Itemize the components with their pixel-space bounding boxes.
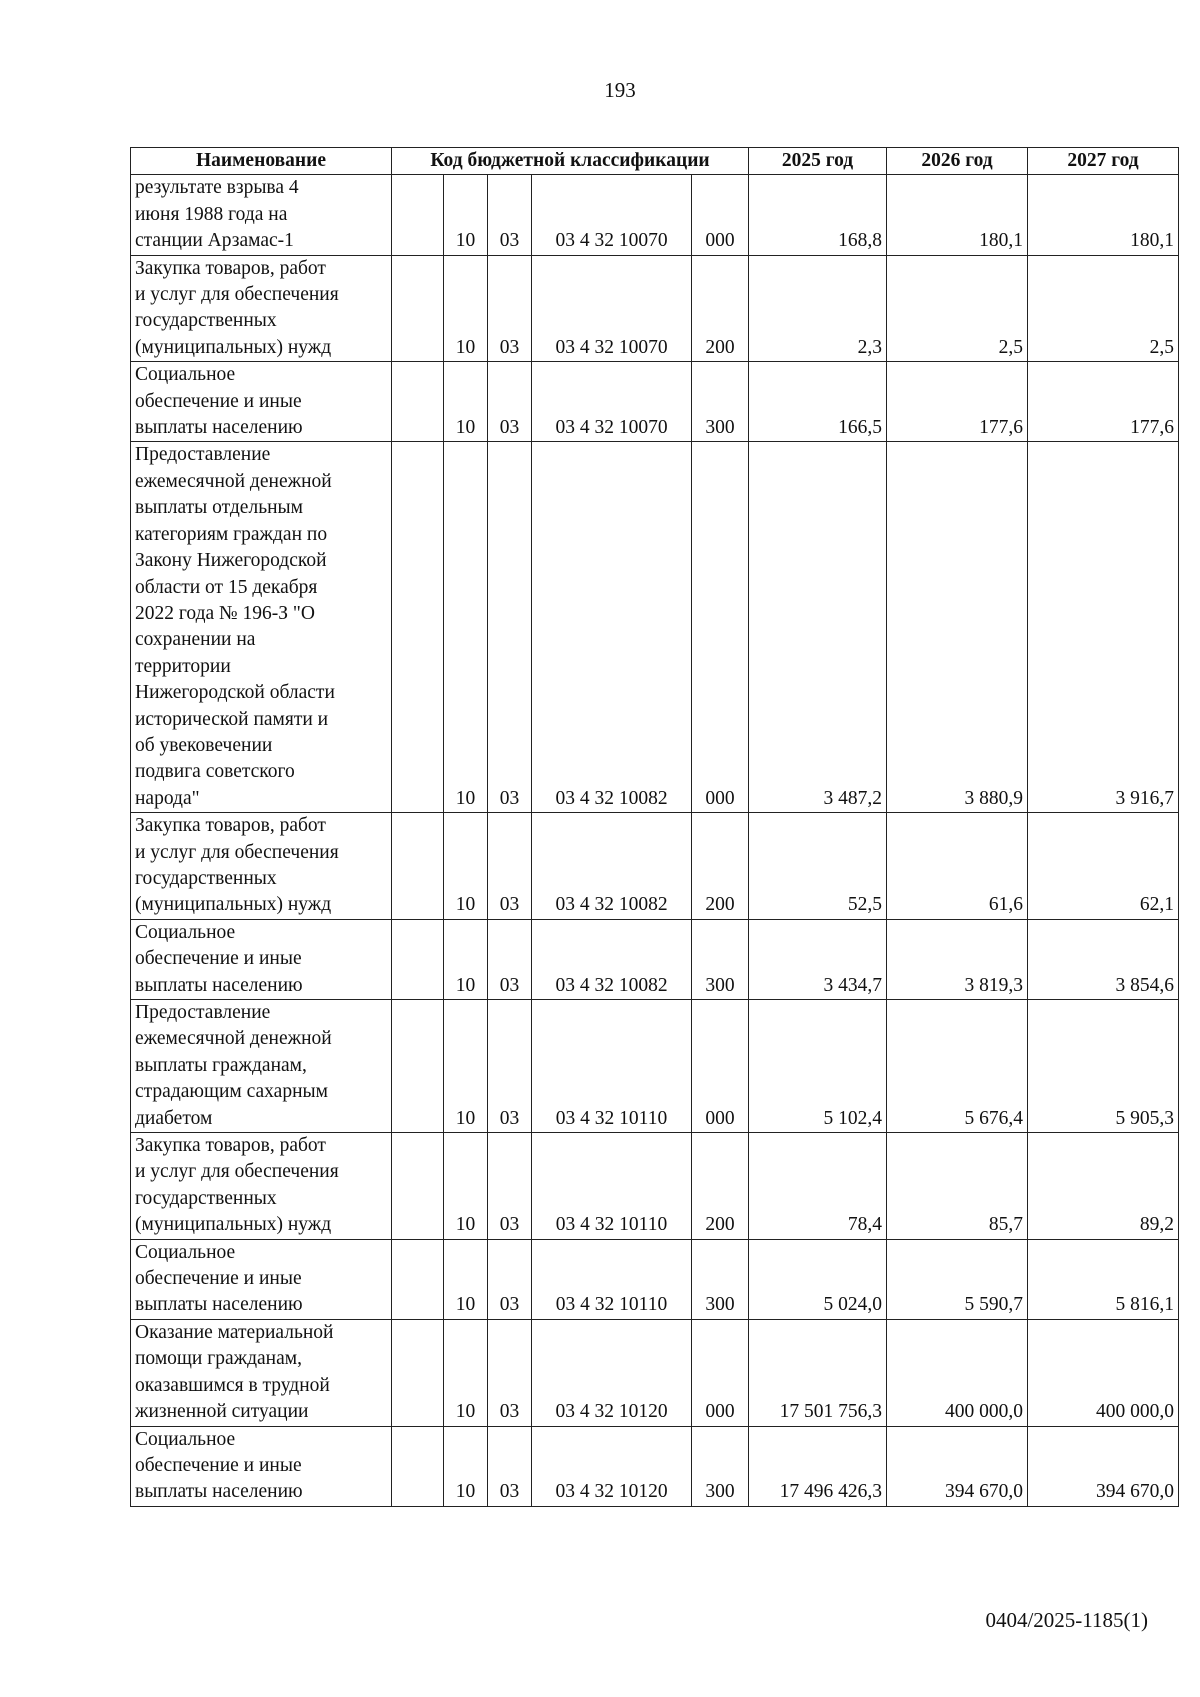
cell-expense-type: 300 [692, 1426, 749, 1506]
cell-subsection: 03 [488, 255, 532, 362]
cell-2027: 3 854,6 [1028, 919, 1179, 999]
cell-2027: 3 916,7 [1028, 442, 1179, 813]
cell-name: Закупка товаров, работ и услуг для обеспечения государственных (муниципальных) нужд [131, 813, 392, 920]
cell-2027: 394 670,0 [1028, 1426, 1179, 1506]
table-row [131, 1133, 1179, 1240]
cell-expense-type: 200 [692, 813, 749, 920]
cell-2026: 400 000,0 [887, 1319, 1028, 1426]
cell-name: Предоставление ежемесячной денежной выплаты гражданам, страдающим сахарным диабетом [131, 1000, 392, 1133]
cell-expense-type: 200 [692, 1133, 749, 1240]
cell-expense-type: 000 [692, 175, 749, 255]
cell-blank [392, 442, 444, 813]
cell-target-article: 03 4 32 10120 [532, 1319, 692, 1426]
cell-target-article: 03 4 32 10082 [532, 919, 692, 999]
table-row [131, 362, 1179, 442]
cell-name: Социальное обеспечение и иные выплаты населению [131, 919, 392, 999]
cell-name: Социальное обеспечение и иные выплаты населению [131, 1426, 392, 1506]
header-2025: 2025 год [749, 148, 887, 175]
cell-2025: 2,3 [749, 255, 887, 362]
document-code: 0404/2025-1185(1) [985, 1608, 1148, 1632]
cell-blank [392, 813, 444, 920]
cell-section: 10 [444, 442, 488, 813]
cell-blank [392, 175, 444, 255]
cell-2027: 177,6 [1028, 362, 1179, 442]
cell-target-article: 03 4 32 10082 [532, 442, 692, 813]
cell-blank [392, 1133, 444, 1240]
cell-blank [392, 362, 444, 442]
cell-2025: 5 024,0 [749, 1239, 887, 1319]
cell-expense-type: 200 [692, 255, 749, 362]
cell-name: Предоставление ежемесячной денежной выплаты отдельным категориям граждан по Закону Нижегородской области от 15 декабря 2022 года № 196-З "О сохранении на территории Нижегородской области исторической памяти и об увековечении подвига советского народа" [131, 442, 392, 813]
cell-section: 10 [444, 919, 488, 999]
cell-2027: 62,1 [1028, 813, 1179, 920]
cell-blank [392, 1319, 444, 1426]
cell-2026: 177,6 [887, 362, 1028, 442]
cell-section: 10 [444, 175, 488, 255]
cell-name: результате взрыва 4 июня 1988 года на станции Арзамас-1 [131, 175, 392, 255]
cell-subsection: 03 [488, 919, 532, 999]
table-header-row [131, 148, 1179, 175]
cell-2026: 61,6 [887, 813, 1028, 920]
budget-table [130, 147, 1179, 1507]
cell-blank [392, 1426, 444, 1506]
cell-2027: 2,5 [1028, 255, 1179, 362]
cell-blank [392, 255, 444, 362]
cell-target-article: 03 4 32 10110 [532, 1133, 692, 1240]
table-row [131, 442, 1179, 813]
cell-subsection: 03 [488, 1319, 532, 1426]
cell-subsection: 03 [488, 442, 532, 813]
cell-expense-type: 000 [692, 1319, 749, 1426]
table-row [131, 919, 1179, 999]
cell-section: 10 [444, 1319, 488, 1426]
cell-subsection: 03 [488, 813, 532, 920]
cell-2025: 166,5 [749, 362, 887, 442]
cell-subsection: 03 [488, 1133, 532, 1240]
cell-name: Социальное обеспечение и иные выплаты населению [131, 1239, 392, 1319]
header-code: Код бюджетной классификации [392, 148, 749, 175]
cell-target-article: 03 4 32 10110 [532, 1239, 692, 1319]
table-row [131, 175, 1179, 255]
cell-expense-type: 300 [692, 1239, 749, 1319]
cell-expense-type: 300 [692, 919, 749, 999]
table-row [131, 1239, 1179, 1319]
cell-2025: 3 434,7 [749, 919, 887, 999]
cell-blank [392, 1000, 444, 1133]
cell-blank [392, 1239, 444, 1319]
table-row [131, 255, 1179, 362]
cell-section: 10 [444, 362, 488, 442]
table-row [131, 1319, 1179, 1426]
cell-target-article: 03 4 32 10082 [532, 813, 692, 920]
cell-subsection: 03 [488, 1239, 532, 1319]
cell-subsection: 03 [488, 362, 532, 442]
cell-name: Закупка товаров, работ и услуг для обеспечения государственных (муниципальных) нужд [131, 1133, 392, 1240]
cell-section: 10 [444, 1426, 488, 1506]
cell-target-article: 03 4 32 10110 [532, 1000, 692, 1133]
cell-blank [392, 919, 444, 999]
table-row [131, 813, 1179, 920]
cell-section: 10 [444, 255, 488, 362]
cell-2025: 52,5 [749, 813, 887, 920]
cell-2026: 2,5 [887, 255, 1028, 362]
cell-2027: 400 000,0 [1028, 1319, 1179, 1426]
cell-2026: 3 819,3 [887, 919, 1028, 999]
cell-2025: 17 496 426,3 [749, 1426, 887, 1506]
cell-2026: 394 670,0 [887, 1426, 1028, 1506]
cell-target-article: 03 4 32 10070 [532, 175, 692, 255]
cell-2027: 180,1 [1028, 175, 1179, 255]
cell-subsection: 03 [488, 1000, 532, 1133]
cell-2025: 3 487,2 [749, 442, 887, 813]
cell-2025: 78,4 [749, 1133, 887, 1240]
cell-2026: 85,7 [887, 1133, 1028, 1240]
cell-expense-type: 300 [692, 362, 749, 442]
cell-subsection: 03 [488, 175, 532, 255]
cell-2027: 5 905,3 [1028, 1000, 1179, 1133]
cell-2027: 89,2 [1028, 1133, 1179, 1240]
cell-section: 10 [444, 1133, 488, 1240]
table-row [131, 1426, 1179, 1506]
cell-section: 10 [444, 1000, 488, 1133]
header-name: Наименование [131, 148, 392, 175]
cell-expense-type: 000 [692, 1000, 749, 1133]
table-row [131, 1000, 1179, 1133]
cell-name: Оказание материальной помощи гражданам, оказавшимся в трудной жизненной ситуации [131, 1319, 392, 1426]
cell-expense-type: 000 [692, 442, 749, 813]
header-2026: 2026 год [887, 148, 1028, 175]
cell-2026: 180,1 [887, 175, 1028, 255]
cell-2025: 17 501 756,3 [749, 1319, 887, 1426]
cell-2025: 5 102,4 [749, 1000, 887, 1133]
cell-2025: 168,8 [749, 175, 887, 255]
cell-name: Закупка товаров, работ и услуг для обеспечения государственных (муниципальных) нужд [131, 255, 392, 362]
cell-section: 10 [444, 813, 488, 920]
cell-section: 10 [444, 1239, 488, 1319]
cell-target-article: 03 4 32 10070 [532, 362, 692, 442]
cell-target-article: 03 4 32 10120 [532, 1426, 692, 1506]
cell-2026: 5 676,4 [887, 1000, 1028, 1133]
header-2027: 2027 год [1028, 148, 1179, 175]
cell-2026: 5 590,7 [887, 1239, 1028, 1319]
page-number: 193 [604, 78, 636, 102]
cell-target-article: 03 4 32 10070 [532, 255, 692, 362]
cell-subsection: 03 [488, 1426, 532, 1506]
cell-2027: 5 816,1 [1028, 1239, 1179, 1319]
cell-2026: 3 880,9 [887, 442, 1028, 813]
cell-name: Социальное обеспечение и иные выплаты населению [131, 362, 392, 442]
